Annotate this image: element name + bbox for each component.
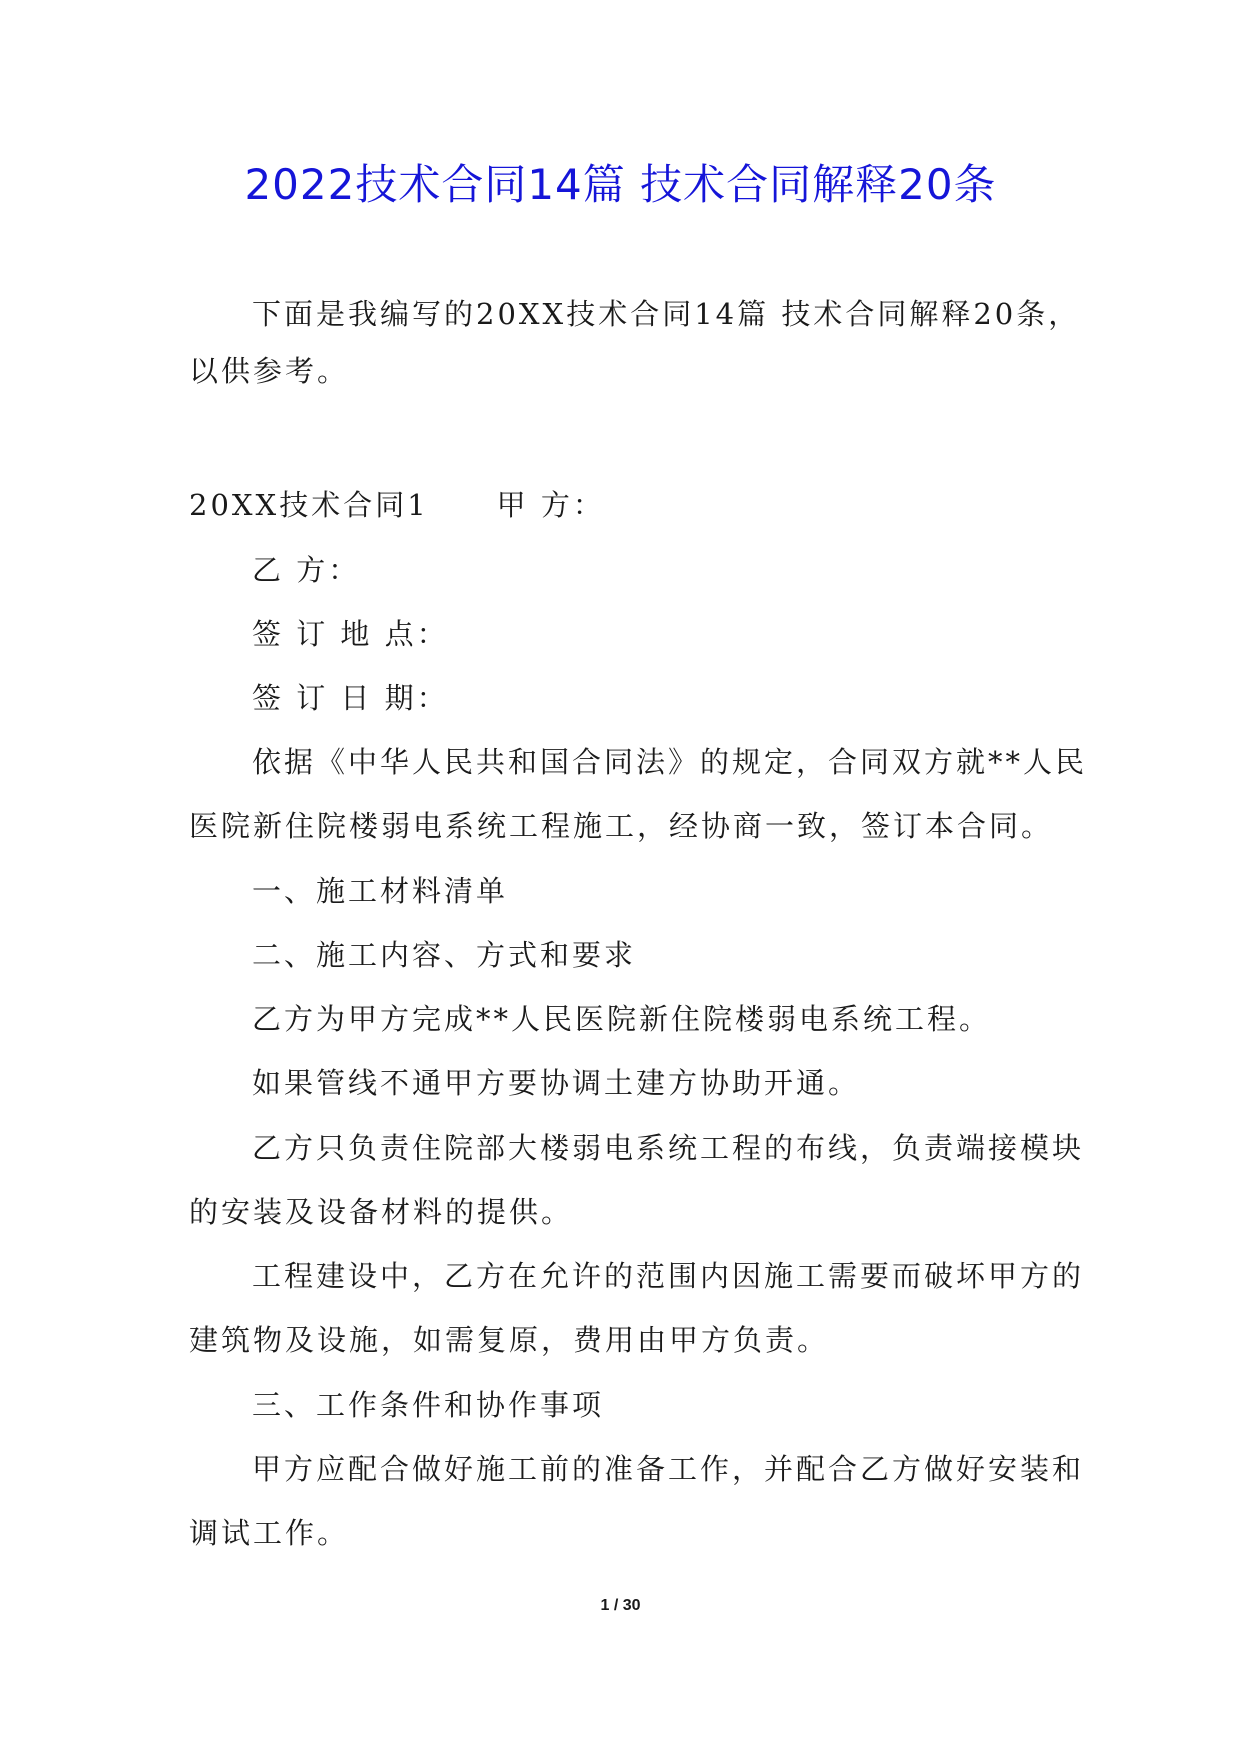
- intro-line-1: 下面是我编写的20XX技术合同14篇 技术合同解释20条，: [252, 297, 1081, 331]
- paragraph-4-line-1: 工程建设中，乙方在允许的范围内因施工需要而破坏甲方的: [252, 1259, 1085, 1293]
- party-b-label: 乙 方：: [252, 553, 361, 587]
- contract-heading: 20XX技术合同1: [189, 488, 429, 522]
- sign-place-label: 签 订 地 点：: [252, 617, 449, 651]
- document-title: 2022技术合同14篇 技术合同解释20条: [244, 160, 997, 209]
- section-2-heading: 二、施工内容、方式和要求: [252, 938, 637, 972]
- intro-line-2: 以供参考。: [189, 354, 350, 388]
- section-3-heading: 三、工作条件和协作事项: [252, 1388, 605, 1422]
- paragraph-3-line-1: 乙方只负责住院部大楼弱电系统工程的布线，负责端接模块: [252, 1131, 1085, 1165]
- contract-heading-row: [189, 487, 605, 523]
- page-number: 1 / 30: [600, 1597, 641, 1614]
- party-a-label: 甲 方：: [496, 488, 605, 522]
- section-1-heading: 一、施工材料清单: [252, 874, 509, 908]
- paragraph-3-line-2: 的安装及设备材料的提供。: [189, 1195, 574, 1229]
- paragraph-1: 乙方为甲方完成**人民医院新住院楼弱电系统工程。: [252, 1002, 992, 1036]
- paragraph-5-line-1: 甲方应配合做好施工前的准备工作，并配合乙方做好安装和: [252, 1452, 1085, 1486]
- basis-line-1: 依据《中华人民共和国合同法》的规定，合同双方就**人民: [252, 745, 1088, 779]
- paragraph-5-line-2: 调试工作。: [189, 1516, 350, 1550]
- sign-date-label: 签 订 日 期：: [252, 681, 449, 715]
- paragraph-4-line-2: 建筑物及设施，如需复原，费用由甲方负责。: [189, 1323, 830, 1357]
- basis-line-2: 医院新住院楼弱电系统工程施工，经协商一致，签订本合同。: [189, 809, 1054, 843]
- paragraph-2: 如果管线不通甲方要协调土建方协助开通。: [252, 1066, 861, 1100]
